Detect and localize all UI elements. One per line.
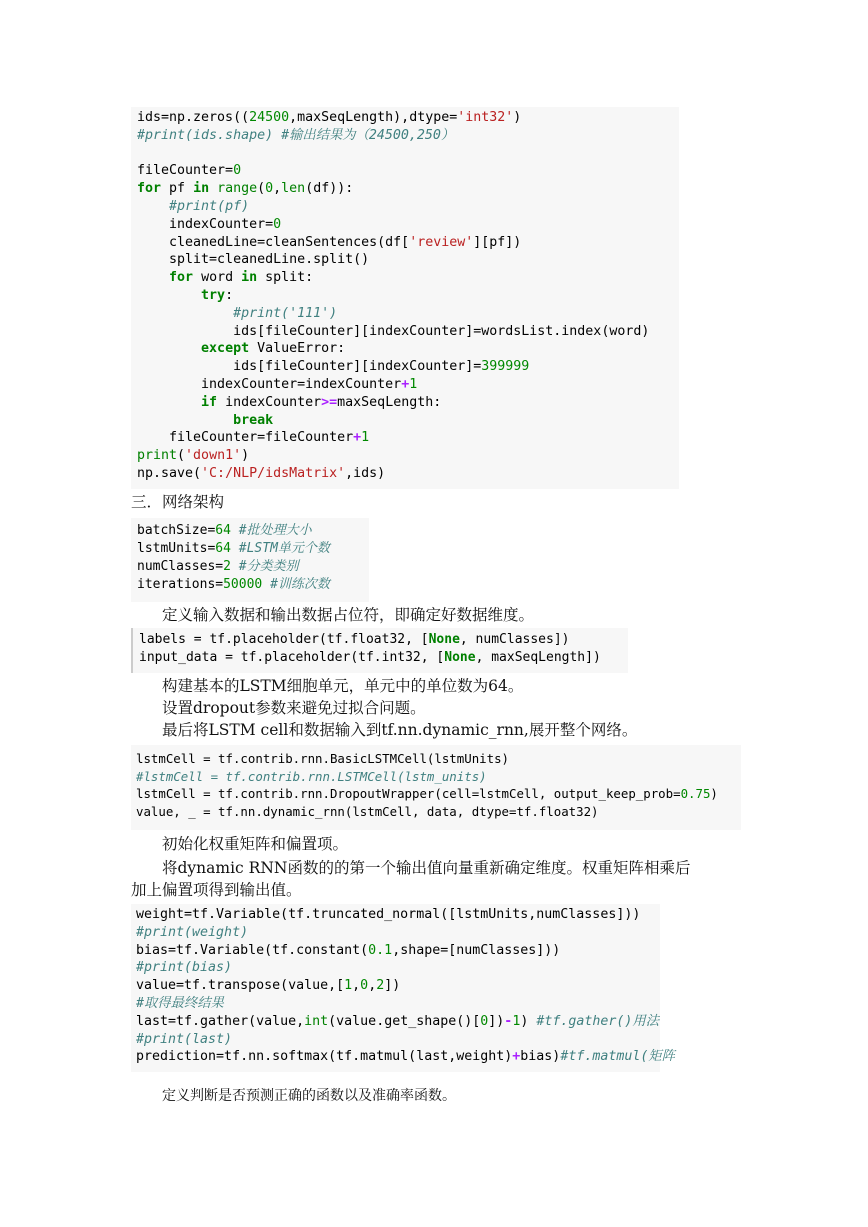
code-line: [137, 162, 679, 180]
code-token: :: [225, 287, 234, 303]
code-token: for: [169, 270, 194, 286]
paragraph-accuracy: 定义判断是否预测正确的函数以及准确率函数。: [162, 1088, 456, 1104]
code-token: (: [177, 448, 186, 464]
code-token: [231, 559, 239, 574]
code-token: print: [137, 448, 178, 464]
code-token: 0: [480, 1013, 489, 1029]
code-token: fileCounter=fileCounter: [137, 430, 354, 446]
code-line: [137, 558, 369, 576]
code-token: 2: [376, 978, 385, 994]
code-token: ]): [384, 978, 401, 994]
code-token: break: [233, 412, 274, 428]
code-token: ,shape=[numClasses])): [392, 942, 561, 958]
code-token: indexCounter: [217, 394, 322, 410]
code-token: prediction=tf.nn.softmax(tf.matmul(last,weight): [136, 1049, 513, 1065]
code-line: [137, 180, 679, 198]
code-token: 1: [361, 430, 370, 446]
code-line: [137, 287, 679, 305]
paragraph-reshape-line1: 将dynamic RNN函数的的第一个输出值向量重新确定维度。权重矩阵相乘后: [162, 859, 691, 877]
code-line: [137, 127, 679, 145]
code-line: [136, 942, 660, 960]
code-token: 'int32': [457, 110, 514, 125]
code-token: if: [201, 394, 218, 410]
code-token: #print(pf): [169, 198, 250, 214]
code-token: +: [401, 376, 410, 392]
code-line: [137, 251, 679, 269]
code-token: #批处理大小: [238, 523, 312, 538]
code-token: len: [281, 181, 306, 197]
code-token: word: [193, 270, 242, 286]
code-line: [136, 750, 741, 768]
code-token: 1: [344, 978, 353, 994]
code-token: bias=tf.Variable(tf.constant(: [136, 942, 369, 958]
code-token: ,: [368, 978, 377, 994]
code-token: [209, 181, 217, 196]
code-token: fileCounter=: [137, 163, 234, 179]
code-token: #print(bias): [136, 960, 233, 976]
code-token: #LSTM单元个数: [238, 541, 330, 556]
code-token: bias): [520, 1049, 561, 1065]
code-line: [136, 906, 660, 924]
code-token: #分类类别: [238, 559, 299, 574]
code-token: ids=np.zeros((: [137, 110, 250, 125]
code-line: [137, 358, 679, 376]
code-line: [137, 305, 679, 323]
code-line: [136, 1031, 660, 1049]
code-line: [137, 340, 679, 358]
code-line: [136, 924, 660, 942]
code-token: for: [137, 181, 162, 197]
paragraph-init-weights: 初始化权重矩阵和偏置项。: [162, 835, 349, 853]
code-line: [137, 198, 679, 216]
code-line: [137, 522, 369, 540]
code-line: [136, 1048, 675, 1066]
code-line: [136, 768, 741, 786]
code-token: split:: [257, 270, 314, 286]
code-token: ][pf]): [473, 234, 522, 250]
code-token: 24500: [249, 110, 290, 125]
code-line: [136, 785, 741, 803]
code-line: [137, 109, 679, 127]
code-token: ids[fileCounter][indexCounter]=: [137, 359, 482, 375]
code-token: #tf.matmul(矩阵: [560, 1049, 675, 1065]
code-token: cleanedLine=cleanSentences(df[: [137, 234, 410, 250]
code-token: input_data = tf.placeholder(tf.int32, [: [139, 650, 445, 665]
code-token: pf: [161, 181, 194, 197]
code-token: [137, 395, 201, 410]
code-line: [136, 959, 660, 977]
code-token: (value.get_shape()[: [328, 1013, 481, 1029]
code-line: [136, 995, 660, 1013]
code-token: #print('111'): [233, 305, 338, 321]
section-heading-network: 三．网络架构: [131, 493, 225, 511]
code-block-hyperparameters: [131, 518, 369, 602]
code-line: [137, 376, 679, 394]
code-token: ): [520, 1013, 537, 1029]
code-token: , maxSeqLength]): [475, 650, 601, 665]
code-line: [136, 1013, 660, 1031]
code-token: [231, 523, 239, 538]
code-block-weights-prediction: [131, 904, 675, 1072]
code-token: #print(weight): [136, 924, 249, 940]
code-token: except: [201, 341, 250, 357]
code-token: [137, 199, 169, 214]
code-token: #lstmCell = tf.contrib.rnn.LSTMCell(lstm_units): [136, 768, 487, 784]
code-token: [137, 306, 233, 321]
code-token: ValueError:: [249, 341, 346, 357]
code-line: [137, 447, 679, 465]
code-token: labels = tf.placeholder(tf.float32, [: [139, 632, 429, 647]
code-token: None: [428, 632, 460, 647]
code-token: (: [257, 181, 266, 197]
code-line: [137, 234, 679, 252]
code-token: ): [710, 786, 718, 801]
code-token: value, _ = tf.nn.dynamic_rnn(lstmCell, data, dtype=tf.float32): [136, 803, 599, 819]
code-token: ,: [273, 181, 282, 197]
code-token: #tf.gather()用法: [536, 1013, 660, 1029]
paragraph-dropout: 设置dropout参数来避免过拟合问题。: [162, 699, 426, 717]
code-line: [139, 649, 628, 667]
code-token: range: [217, 181, 258, 197]
code-token: try: [201, 287, 226, 303]
code-block-placeholders: [131, 628, 628, 673]
code-token: [262, 577, 270, 592]
code-token: 0: [265, 181, 274, 197]
code-token: indexCounter=: [137, 216, 274, 232]
code-token: 50000: [223, 577, 263, 592]
code-line: [136, 803, 741, 821]
code-line: [139, 631, 628, 649]
code-token: +: [512, 1049, 521, 1065]
code-token: split=cleanedLine.split(): [137, 252, 370, 268]
code-token: [137, 288, 201, 303]
code-token: indexCounter=indexCounter: [137, 376, 402, 392]
code-line: [137, 429, 679, 447]
code-token: maxSeqLength:: [337, 394, 442, 410]
code-block-lstm: [131, 745, 741, 830]
code-token: 0: [360, 978, 369, 994]
code-token: +: [353, 430, 362, 446]
code-token: ,maxSeqLength),dtype=: [289, 110, 458, 125]
code-token: #训练次数: [270, 577, 330, 592]
code-token: [137, 341, 201, 356]
code-token: 1: [409, 376, 418, 392]
code-token: ): [241, 448, 250, 464]
code-token: lstmCell = tf.contrib.rnn.DropoutWrapper(cell=lstmCell, output_keep_prob=: [136, 786, 681, 801]
code-token: #取得最终结果: [136, 995, 224, 1011]
code-token: ): [513, 110, 522, 125]
code-token: batchSize=: [137, 523, 216, 538]
code-line: [136, 977, 660, 995]
code-token: , numClasses]): [459, 632, 570, 647]
code-token: -: [504, 1013, 513, 1029]
code-token: 399999: [481, 359, 530, 375]
code-token: 0.75: [680, 786, 711, 801]
code-token: ]): [488, 1013, 505, 1029]
code-line: [137, 412, 679, 430]
code-token: in: [241, 270, 258, 286]
code-token: lstmCell = tf.contrib.rnn.BasicLSTMCell(lstmUnits): [136, 751, 509, 766]
paragraph-dynamic-rnn: 最后将LSTM cell和数据输入到tf.nn.dynamic_rnn,展开整个网络。: [162, 721, 638, 739]
code-token: lstmUnits=: [137, 541, 216, 556]
code-token: 2: [223, 559, 231, 574]
code-token: 64: [215, 523, 231, 538]
code-token: 0.1: [368, 942, 393, 958]
code-token: numClasses=: [137, 559, 224, 574]
code-token: value=tf.transpose(value,[: [136, 978, 345, 994]
code-token: ids[fileCounter][indexCounter]=wordsList.index(word): [137, 323, 650, 339]
code-token: >=: [321, 394, 338, 410]
code-token: 'review': [409, 234, 474, 250]
code-token: 64: [215, 541, 231, 556]
code-token: [137, 270, 169, 285]
code-token: (df)):: [305, 181, 354, 197]
code-line: [137, 465, 679, 483]
code-block-ids-matrix: [131, 107, 679, 489]
code-token: #print(last): [136, 1031, 233, 1047]
code-token: [137, 413, 233, 428]
code-token: weight=tf.Variable(tf.truncated_normal([lstmUnits,numClasses])): [136, 907, 641, 922]
code-token: 'down1': [185, 448, 242, 464]
code-token: ,: [352, 978, 361, 994]
paragraph-placeholders: 定义输入数据和输出数据占位符，即确定好数据维度。: [162, 606, 535, 624]
code-token: #print(ids.shape) #输出结果为（24500,250）: [137, 127, 455, 143]
code-token: 0: [233, 163, 242, 179]
code-token: ,ids): [345, 465, 386, 481]
paragraph-reshape-line2: 加上偏置项得到输出值。: [131, 881, 302, 899]
paragraph-lstm-cell: 构建基本的LSTM细胞单元，单元中的单位数为64。: [162, 677, 524, 695]
code-line: [137, 394, 679, 412]
code-line: [137, 216, 679, 234]
code-line: [137, 576, 369, 594]
code-token: 0: [273, 216, 282, 232]
code-token: [231, 541, 239, 556]
code-line: [137, 540, 369, 558]
code-token: last=tf.gather(value,: [136, 1013, 305, 1029]
code-token: 1: [512, 1013, 521, 1029]
code-token: iterations=: [137, 577, 224, 592]
code-line: [137, 269, 679, 287]
code-line: [137, 145, 679, 163]
code-token: np.save(: [137, 465, 202, 481]
code-token: None: [444, 650, 476, 665]
code-token: 'C:/NLP/idsMatrix': [201, 465, 346, 481]
code-line: [137, 323, 679, 341]
code-token: int: [304, 1013, 329, 1029]
code-token: in: [193, 181, 210, 197]
